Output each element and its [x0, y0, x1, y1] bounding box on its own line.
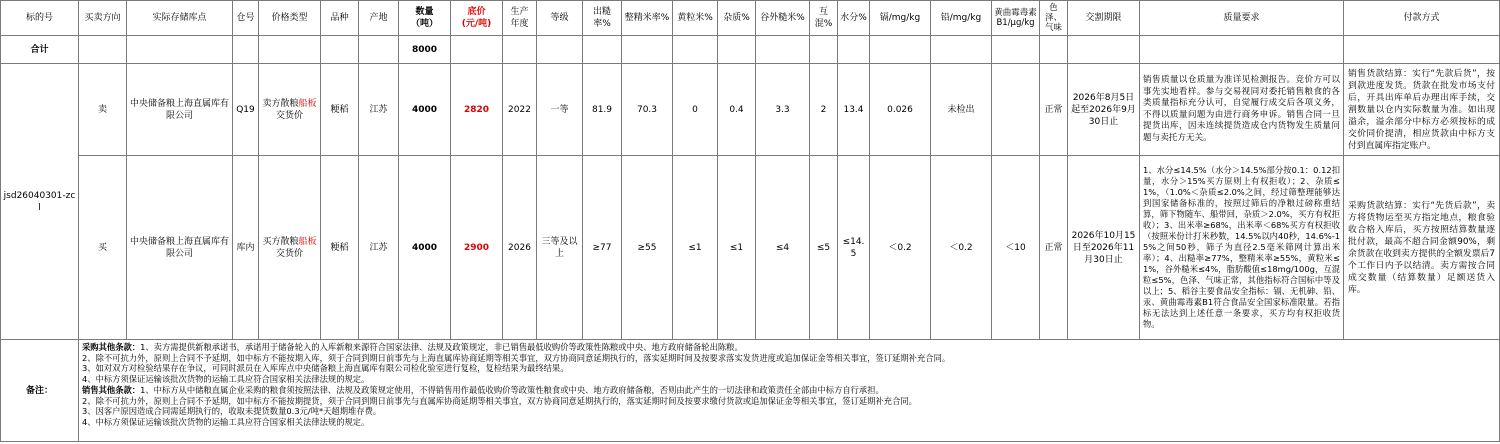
sales-clause-3: 3、因客户原因造成合同需延期执行的，收取未提货数量0.3元/吨*天超期堆存费。 — [82, 406, 382, 417]
header-grade: 等级 — [537, 1, 583, 36]
yellow-cell: 0 — [673, 64, 718, 156]
whole-rice-cell: 70.3 — [622, 64, 673, 156]
purchase-clause-1: 采购其他条款：1、卖方需提供新粮承诺书，承诺用于储备轮入的入库新粮来源符合国家法律、法规及政策规定，非已销售最低收购价等政策性陈粮或中央、地方政府储备轮出陈粮。 — [82, 342, 743, 352]
payment-cell: 销售货款结算：实行“先款后货”，按到款进度发货。货款在批发市场支付后，开具出库单后办理出库手续，交割数量以仓内实际数量为准。如出现溢余，溢余部分中标方必须按标的成交价同价提清，相应货款由中标方支付到直属库指定账户。 — [1344, 64, 1500, 156]
header-row — [1, 1, 1500, 36]
quantity-cell: 4000 — [399, 156, 451, 340]
header-payment: 付款方式 — [1344, 1, 1500, 36]
sales-clause-4: 4、中标方须保证运输该批次货物的运输工具应符合国家相关法律法规的规定。 — [82, 416, 370, 427]
header-aflatoxin: 黄曲霉毒素B1/μg/kg — [992, 1, 1040, 36]
table-row-sell — [1, 64, 1500, 156]
header-moisture: 水分% — [838, 1, 870, 36]
aflatoxin-cell — [992, 64, 1040, 156]
price-type-cell: 买方散粮船板交货价 — [259, 156, 321, 340]
total-quantity: 8000 — [399, 36, 451, 64]
header-year: 生产 年度 — [503, 1, 537, 36]
direction-cell: 买 — [79, 156, 127, 340]
color-smell-cell: 正常 — [1040, 64, 1068, 156]
header-base-price: 底价 (元/吨) — [451, 1, 503, 36]
base-price-cell: 2820 — [451, 64, 503, 156]
header-quantity: 数量 （吨） — [399, 1, 451, 36]
yield-rate-cell: ≥77 — [583, 156, 622, 340]
header-variety: 品种 — [321, 1, 359, 36]
mixed-cell: 2 — [810, 64, 838, 156]
header-mixed: 互混% — [810, 1, 838, 36]
header-impurity: 杂质% — [718, 1, 756, 36]
delivery-cell: 2026年10月15日至2026年11月30日止 — [1068, 156, 1140, 340]
variety-cell: 粳稻 — [321, 156, 359, 340]
direction-cell: 卖 — [79, 64, 127, 156]
sales-clause-2: 2、除不可抗力外，原则上合同不予延期，如中标方不能按期提货，须于合同到期日前事先与直属库协商延期等相关事宜，双方协商同意延期执行的，落实延期时间及按要求缴付货款或追加保证金等相关事宜，签订延期补充合同。 — [82, 395, 917, 406]
warehouse-cell: Q19 — [233, 64, 259, 156]
sales-clause-title: 销售其他条款： — [82, 384, 141, 395]
warehouse-cell: 库内 — [233, 156, 259, 340]
cadmium-cell: 0.026 — [870, 64, 931, 156]
header-bidno: 标的号 — [1, 1, 79, 36]
moisture-cell: ≤14.5 — [838, 156, 870, 340]
header-warehouse: 仓号 — [233, 1, 259, 36]
header-price-type: 价格类型 — [259, 1, 321, 36]
header-location: 实际存储库点 — [127, 1, 233, 36]
header-cadmium: 镉/mg/kg — [870, 1, 931, 36]
impurity-cell: ≤1 — [718, 156, 756, 340]
header-yield-rate: 出糙率% — [583, 1, 622, 36]
header-origin: 产地 — [359, 1, 399, 36]
location-cell: 中央储备粮上海直属库有限公司 — [127, 64, 233, 156]
delivery-cell: 2026年8月5日起至2026年9月30日止 — [1068, 64, 1140, 156]
purchase-clause-3: 3、如对双方对检验结果存在争议，可同时派员在入库库点中央储备粮上海直属库有限公司检化验室进行复检，复检结果为最终结果。 — [82, 363, 569, 374]
impurity-cell: 0.4 — [718, 64, 756, 156]
purchase-clause-title: 采购其他条款： — [82, 342, 141, 352]
quality-req-cell: 1、水分≤14.5%（水分＞14.5%部分按0.1：0.12扣量，水分＞15%买方原则上有权拒收）；2、杂质≤1%，（1.0%＜杂质≤2.0%之间，经过筛整理能够达到国家储备标准的，按照过筛后的净粮过磅称重结算，筛下物随车、船带回，杂质＞2.0%，买方有权拒收）；3、出米率≥68%，出米率＜68%买方有权拒收（按照米份计打米秒数，14.5%以内40秒，14.6%-15%之间50秒，筛子为直径2.5毫米筛网计算出米率）；4、出糙率≥77%，整精米率≥55%，黄粒米≤1%，谷外糙米≤4%，脂肪酸值≤18mg/100g，互混粒≤5%，色泽、气味正常，其他指标符合国标中等及以上；5、稻谷主要食品安全指标：镉、无机砷、铅、汞、黄曲霉毒素B1符合食品安全国家标准限量。若指标无法达到上述任意一条要求，买方均有权拒收货物。 — [1140, 156, 1344, 340]
yellow-cell: ≤1 — [673, 156, 718, 340]
total-label: 合计 — [1, 36, 79, 64]
header-color-smell: 色泽、气味 — [1040, 1, 1068, 36]
header-whole-rice: 整精米率% — [622, 1, 673, 36]
cadmium-cell: ＜0.2 — [870, 156, 931, 340]
notes-label: 备注： — [1, 340, 79, 442]
header-lead: 铅/mg/kg — [931, 1, 992, 36]
origin-cell: 江苏 — [359, 156, 399, 340]
payment-cell: 采购货款结算：实行“先货后款”，卖方将货物运至买方指定地点，粮食验收合格入库后，买方按照结算数量逐批付款，最高不超合同金额90%，剩余货款在收到卖方提供的全额发票后7个工作日内予以结清。卖方需按合同成交数量（结算数量）足额送货入库。 — [1344, 156, 1500, 340]
header-brown-out: 谷外糙米% — [756, 1, 810, 36]
year-cell: 2022 — [503, 64, 537, 156]
quantity-cell: 4000 — [399, 64, 451, 156]
aflatoxin-cell: ＜10 — [992, 156, 1040, 340]
mixed-cell: ≤5 — [810, 156, 838, 340]
notes-row — [1, 340, 1500, 442]
table-row-buy — [1, 156, 1500, 340]
color-smell-cell: 正常 — [1040, 156, 1068, 340]
price-type-cell: 卖方散粮船板交货价 — [259, 64, 321, 156]
grade-cell: 一等 — [537, 64, 583, 156]
header-delivery: 交割期限 — [1068, 1, 1140, 36]
header-direction: 买卖方向 — [79, 1, 127, 36]
yield-rate-cell: 81.9 — [583, 64, 622, 156]
sales-clause-1: 销售其他条款：1、中标方从中储粮直属企业采购的粮食须按照法律、法规及政策规定使用，不得销售用作最低收购价等政策性粮食或中央、地方政府储备粮，否则由此产生的一切法律和政策责任全部由中标方自行承担。 — [82, 384, 884, 395]
bid-number: jsd26040301-zcl — [1, 64, 79, 340]
base-price-cell: 2900 — [451, 156, 503, 340]
purchase-clause-2: 2、除不可抗力外，原则上合同不予延期，如中标方不能按期入库，须于合同到期日前事先与上海直属库协商延期等相关事宜，双方协商同意延期执行的，落实延期时间及按要求落实发货进度或追加保证金等相关事宜，签订延期补充合同。 — [82, 352, 951, 363]
location-cell: 中央储备粮上海直属库有限公司 — [127, 156, 233, 340]
brown-out-cell: ≤4 — [756, 156, 810, 340]
year-cell: 2026 — [503, 156, 537, 340]
whole-rice-cell: ≥55 — [622, 156, 673, 340]
grade-cell: 三等及以上 — [537, 156, 583, 340]
header-yellow: 黄粒米% — [673, 1, 718, 36]
lead-cell: 未检出 — [931, 64, 992, 156]
notes-content — [79, 340, 1500, 442]
total-row — [1, 36, 1500, 64]
moisture-cell: 13.4 — [838, 64, 870, 156]
purchase-clause-4: 4、中标方须保证运输该批次货物的运输工具应符合国家相关法律法规的规定。 — [82, 374, 370, 385]
quality-req-cell: 销售质量以仓质量为准详见检测报告。竞价方可以事先实地看样。参与交易视同对委托销售粮食的各类质量指标充分认可，自觉履行成交后各项义务，不得以质量问题为由进行商务申诉。销售合同一旦提货出库，因未连续提货造成仓内货物发生质量问题与卖托方无关。 — [1140, 64, 1344, 156]
brown-out-cell: 3.3 — [756, 64, 810, 156]
variety-cell: 粳稻 — [321, 64, 359, 156]
header-quality-req: 质量要求 — [1140, 1, 1344, 36]
origin-cell: 江苏 — [359, 64, 399, 156]
lead-cell: ＜0.2 — [931, 156, 992, 340]
